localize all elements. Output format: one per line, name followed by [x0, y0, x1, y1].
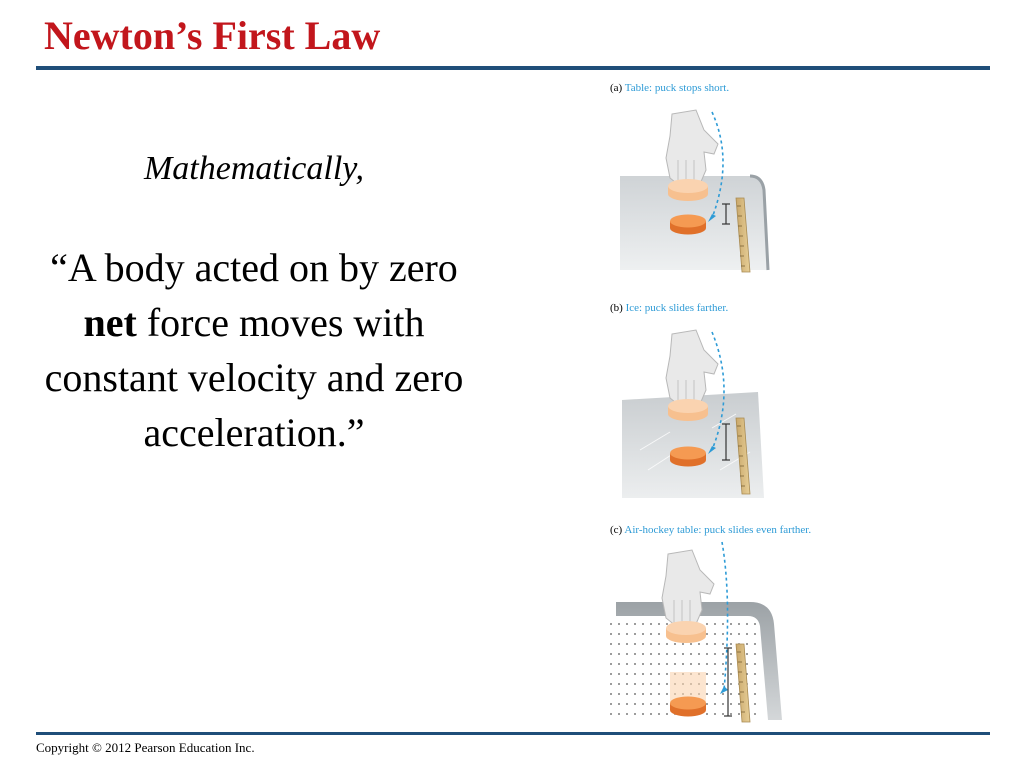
- slide-title: Newton’s First Law: [44, 13, 381, 58]
- panel-a-letter: (a): [610, 82, 623, 94]
- hand-icon: [666, 110, 718, 186]
- panel-a-caption: [610, 82, 729, 94]
- panel-a-description: Table: puck stops short.: [624, 82, 730, 94]
- quote-emphasis-net: net: [83, 300, 137, 345]
- panel-c-letter: (c): [610, 524, 623, 536]
- puck-end: [670, 215, 706, 235]
- quote-text-start: “A body acted on by zero: [50, 245, 458, 290]
- footer-copyright: Copyright © 2012 Pearson Education Inc.: [36, 740, 255, 755]
- panel-a-illustration: [600, 100, 800, 280]
- puck-start-ghost: [668, 399, 708, 421]
- puck-end: [670, 697, 706, 717]
- panel-b-illustration: [600, 320, 800, 500]
- puck-start-ghost: [668, 179, 708, 201]
- panel-c-caption: [610, 524, 811, 536]
- puck-end: [670, 447, 706, 467]
- puck-start-ghost: [666, 621, 706, 643]
- hand-icon: [666, 330, 718, 406]
- panel-b-caption: [610, 302, 728, 314]
- quote-text-end: force moves with constant velocity and zero acceleration.”: [44, 300, 464, 455]
- panel-b-description: Ice: puck slides farther.: [625, 302, 729, 314]
- title-divider: [36, 66, 990, 70]
- newton-first-law-quote: [40, 240, 468, 460]
- footer-divider: [36, 732, 990, 735]
- panel-c-description: Air-hockey table: puck slides even farther.: [624, 524, 812, 536]
- body-lead-text: Mathematically,: [143, 150, 364, 187]
- panel-c-illustration: [600, 540, 800, 725]
- panel-b-letter: (b): [610, 302, 623, 314]
